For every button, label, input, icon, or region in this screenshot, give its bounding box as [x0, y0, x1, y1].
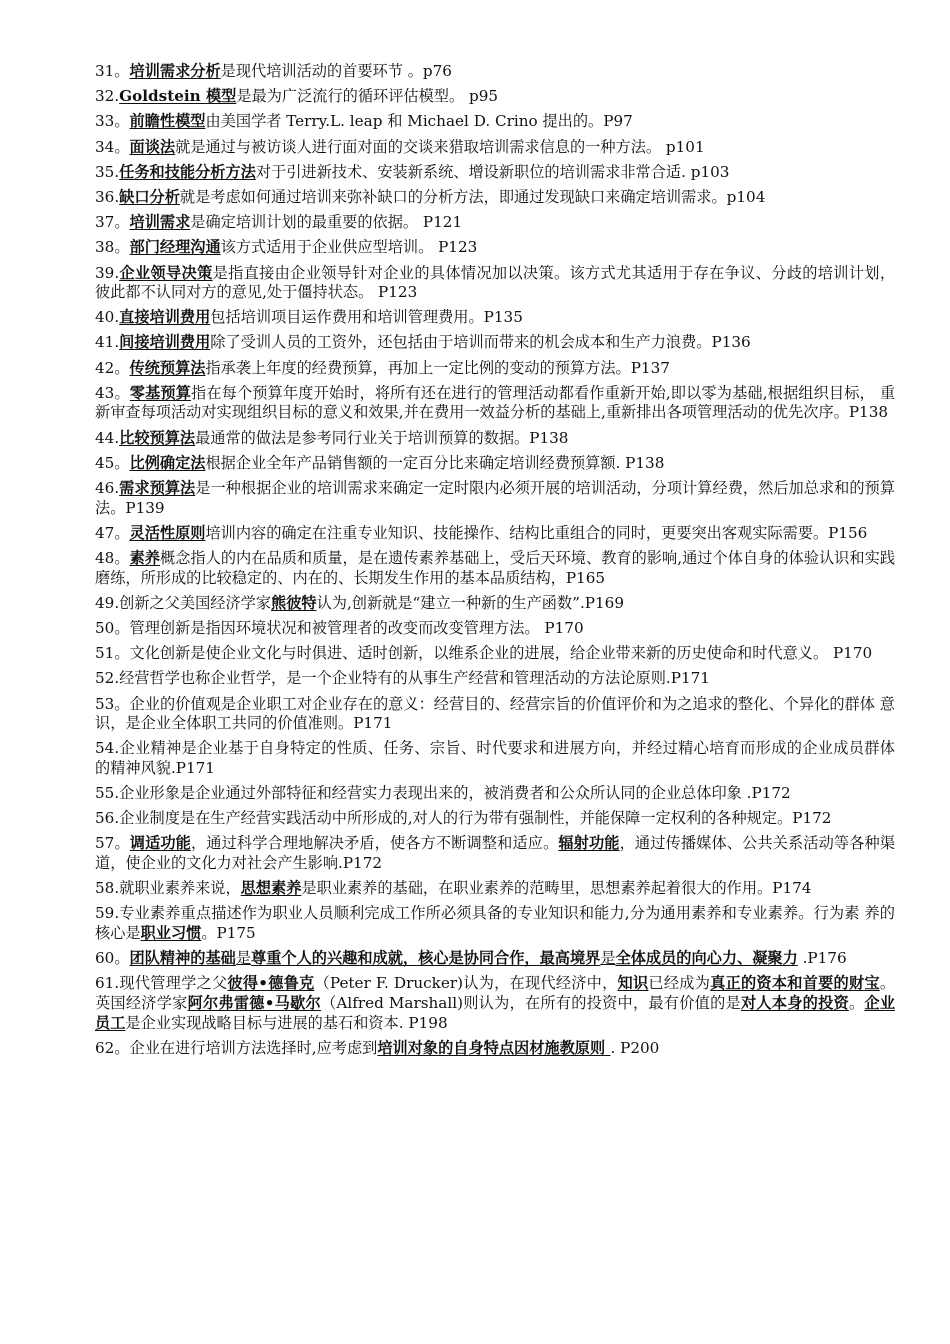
text-segment: 33。: [95, 112, 130, 131]
text-segment: 54.企业精神是企业基于自身特定的性质、任务、宗旨、时代要求和进展方向，并经过精心培育而形成的企业成员群体 的精神风貌.P171: [95, 739, 895, 777]
entry-57: [95, 834, 895, 873]
text-segment: 35.: [95, 162, 120, 181]
key-term: 需求预算法: [119, 479, 196, 497]
key-term: 对人本身的投资: [740, 993, 849, 1012]
entry-45: [95, 454, 895, 474]
text-segment: 34。: [95, 137, 130, 156]
text-segment: 就是考虑如何通过培训来弥补缺口的分析方法，即通过发现缺口来确定培训需求。p104: [179, 187, 766, 206]
key-term: 职业习惯: [140, 924, 202, 942]
entry-44: [95, 429, 895, 449]
document-body: [95, 62, 895, 1064]
entry-58: [95, 879, 895, 899]
key-term: 面谈法: [129, 137, 176, 156]
text-segment: 51。文化创新是使企业文化与时俱进、适时创新，以维系企业的进展，给企业带来新的历史使命和时代意义。 P170: [95, 644, 873, 663]
text-segment: 是职业素养的基础，在职业素养的范畴里，思想素养起着很大的作用。P174: [301, 879, 812, 898]
key-term: 传统预算法: [129, 358, 206, 377]
key-term: 任务和技能分析方法: [119, 162, 256, 181]
key-term: 知识: [617, 974, 649, 993]
text-segment: 45。: [95, 453, 130, 472]
text-segment: 是: [600, 949, 616, 968]
text-segment: 该方式适用于企业供应型培训。 P123: [220, 238, 478, 257]
entry-37: [95, 213, 895, 233]
text-segment: 57。: [95, 834, 130, 853]
key-term: 间接培训费用: [119, 333, 211, 352]
entry-33: [95, 112, 895, 132]
entry-40: [95, 308, 895, 328]
entry-47: [95, 524, 895, 544]
text-segment: 指在每个预算年度开始时，将所有还在进行的管理活动都看作重新开始,即以零为基础,根据组织目标， 重新审查每项活动对实现组织目标的意义和效果,并在费用一效益分析的基础上,重新排出各项管理活动的优先次序。P138: [95, 383, 896, 422]
text-segment: 是一种根据企业的培训需求来确定一定时限内必须开展的培训活动，分项计算经费，然后加总求和的预算法。P139: [95, 479, 896, 517]
text-segment: 61.现代管理学之父: [95, 974, 228, 993]
text-segment: 由美国学者 Terry.L. leap 和 Michael D. Crino 提出的。P97: [205, 112, 633, 131]
text-segment: 就是通过与被访谈人进行面对面的交谈来猎取培训需求信息的一种方法。 p101: [175, 137, 705, 156]
key-term: 思想素养: [240, 879, 302, 898]
text-segment: 53。企业的价值观是企业职工对企业存在的意义：经营目的、经营宗旨的价值评价和为之追求的整化、个异化的群体 意识，是企业全体职工共同的价值准则。P171: [95, 694, 895, 733]
text-segment: 62。企业在进行培训方法选择时,应考虑到: [95, 1038, 378, 1057]
text-segment: 32.: [95, 87, 120, 106]
key-term: 彼得•德鲁克: [227, 974, 315, 993]
text-segment: 是现代培训活动的首要环节 。p76: [220, 62, 452, 80]
entry-52: [95, 669, 895, 689]
entry-53: [95, 695, 895, 734]
entry-34: [95, 138, 895, 158]
text-segment: （Peter F. Drucker)认为，在现代经济中，: [314, 974, 618, 993]
key-term: 培训需求分析: [129, 62, 221, 80]
text-segment: 是最为广泛流行的循环评估模型。 p95: [236, 87, 499, 106]
text-segment: 39.: [95, 263, 120, 282]
key-term: Goldstein 模型: [119, 87, 237, 106]
text-segment: 概念指人的内在品质和质量，是在遗传素养基础上，受后天环境、教育的影响,通过个体自身的体验认识和实践磨练，所形成的比较稳定的、内在的、长期发生作用的基本品质结构，P165: [95, 548, 896, 587]
text-segment: 已经成为: [648, 974, 711, 993]
entry-41: [95, 333, 895, 353]
entry-36: [95, 188, 895, 208]
entry-35: [95, 163, 895, 183]
text-segment: 培训内容的确定在注重专业知识、技能操作、结构比重组合的同时，更要突出客观实际需要。P156: [205, 523, 868, 542]
text-segment: 包括培训项目运作费用和培训管理费用。P135: [210, 308, 523, 327]
key-term: 熊彼特: [271, 593, 317, 612]
entry-43: [95, 384, 895, 423]
text-segment: 46.: [95, 479, 120, 497]
entry-62: [95, 1039, 895, 1059]
key-term: 团队精神的基础: [129, 949, 236, 968]
key-term: 辐射功能: [558, 834, 620, 853]
text-segment: 对于引进新技术、安装新系统、增设新职位的培训需求非常合适. p103: [255, 162, 730, 181]
key-term: 比例确定法: [129, 453, 206, 472]
entry-49: [95, 594, 895, 614]
text-segment: 59.专业素养重点描述作为职业人员顺利完成工作所必须具备的专业知识和能力,分为通用素养和专业素养。行为素 养的核心是: [95, 904, 895, 942]
entry-42: [95, 359, 895, 379]
entry-51: [95, 644, 895, 664]
key-term: 零基预算: [129, 383, 192, 402]
key-term: 灵活性原则: [129, 523, 206, 542]
text-segment: 43。: [95, 383, 130, 402]
entry-50: [95, 619, 895, 639]
text-segment: ，通过传播媒体、公共关系活动等各种渠道，使企业的文化力对社会产生影响.P172: [95, 834, 896, 873]
entry-38: [95, 238, 895, 258]
text-segment: 是确定培训计划的最重要的依据。 P121: [190, 213, 463, 232]
text-segment: 52.经营哲学也称企业哲学，是一个企业特有的从事生产经营和管理活动的方法论原则.P171: [95, 669, 710, 688]
text-segment: 。P175: [201, 924, 256, 942]
text-segment: 41.: [95, 333, 120, 352]
text-segment: 60。: [95, 949, 130, 968]
text-segment: 40.: [95, 308, 120, 327]
text-segment: 47。: [95, 523, 130, 542]
text-segment: 38。: [95, 238, 130, 257]
entry-60: [95, 949, 895, 969]
key-term: 直接培训费用: [119, 308, 211, 327]
text-segment: 37。: [95, 213, 130, 232]
entry-32: [95, 87, 895, 107]
entry-39: [95, 264, 895, 303]
entry-55: [95, 784, 895, 804]
text-segment: 。: [848, 993, 865, 1012]
text-segment: 是企业实现战略目标与进展的基石和资本. P198: [125, 1013, 448, 1032]
key-term: 前瞻性模型: [129, 112, 206, 131]
text-segment: 根据企业全年产品销售额的一定百分比来确定培训经费预算额. P138: [205, 453, 665, 472]
key-term: 尊重个人的兴趣和成就，核心是协同合作，最高境界: [251, 949, 601, 968]
key-term: 真正的资本和首要的财宝: [710, 974, 880, 993]
text-segment: 最通常的做法是参考同行业关于培训预算的数据。P138: [195, 428, 569, 447]
entry-61: [95, 974, 895, 1033]
key-term: 部门经理沟通: [129, 238, 221, 257]
key-term: 企业员工: [95, 993, 896, 1032]
text-segment: 56.企业制度是在生产经营实践活动中所形成的,对人的行为带有强制性，并能保障一定权利的各种规定。P172: [95, 809, 832, 828]
text-segment: . P200: [610, 1038, 660, 1057]
entry-54: [95, 739, 895, 778]
key-term: 缺口分析: [119, 187, 180, 206]
entry-56: [95, 809, 895, 829]
entry-48: [95, 549, 895, 588]
key-term: 企业领导决策: [119, 263, 213, 282]
text-segment: 除了受训人员的工资外，还包括由于培训而带来的机会成本和生产力浪费。P136: [210, 333, 751, 352]
key-term: 阿尔弗雷德•马歇尔: [187, 993, 321, 1012]
key-term: 培训需求: [129, 213, 191, 232]
text-segment: （Alfred Marshall)则认为，在所有的投资中，最有价值的是: [320, 993, 741, 1012]
text-segment: 44.: [95, 428, 120, 447]
key-term: 调适功能: [129, 834, 191, 853]
text-segment: .P176: [797, 949, 847, 968]
text-segment: 49.创新之父美国经济学家: [95, 593, 272, 612]
text-segment: ，通过科学合理地解决矛盾，使各方不断调整和适应。: [191, 834, 559, 853]
entry-59: [95, 904, 895, 943]
text-segment: 42。: [95, 358, 130, 377]
text-segment: 48。: [95, 548, 130, 567]
text-segment: 认为,创新就是“建立一种新的生产函数”.P169: [316, 593, 624, 612]
text-segment: 50。管理创新是指因环境状况和被管理者的改变而改变管理方法。 P170: [95, 618, 584, 637]
text-segment: 是指直接由企业领导针对企业的具体情况加以决策。该方式尤其适用于存在争议、分歧的培训计划， 彼此都不认同对方的意见,处于僵持状态。 P123: [95, 263, 896, 302]
key-term: 全体成员的向心力、凝聚力: [615, 949, 798, 968]
text-segment: 58.就职业素养来说，: [95, 879, 241, 898]
text-segment: 是: [235, 949, 252, 968]
entry-46: [95, 479, 895, 518]
entry-31: [95, 62, 895, 82]
text-segment: 36.: [95, 187, 120, 206]
text-segment: 55.企业形象是企业通过外部特征和经营实力表现出来的，被消费者和公众所认同的企业总体印象 .P172: [95, 784, 791, 803]
key-term: 素养: [129, 548, 160, 567]
text-segment: 指承袭上年度的经费预算，再加上一定比例的变动的预算方法。P137: [205, 358, 670, 377]
text-segment: 。英国经济学家: [95, 974, 896, 1012]
key-term: 培训对象的自身特点因材施教原则: [377, 1038, 611, 1057]
text-segment: 31。: [95, 62, 130, 80]
key-term: 比较预算法: [119, 428, 196, 447]
